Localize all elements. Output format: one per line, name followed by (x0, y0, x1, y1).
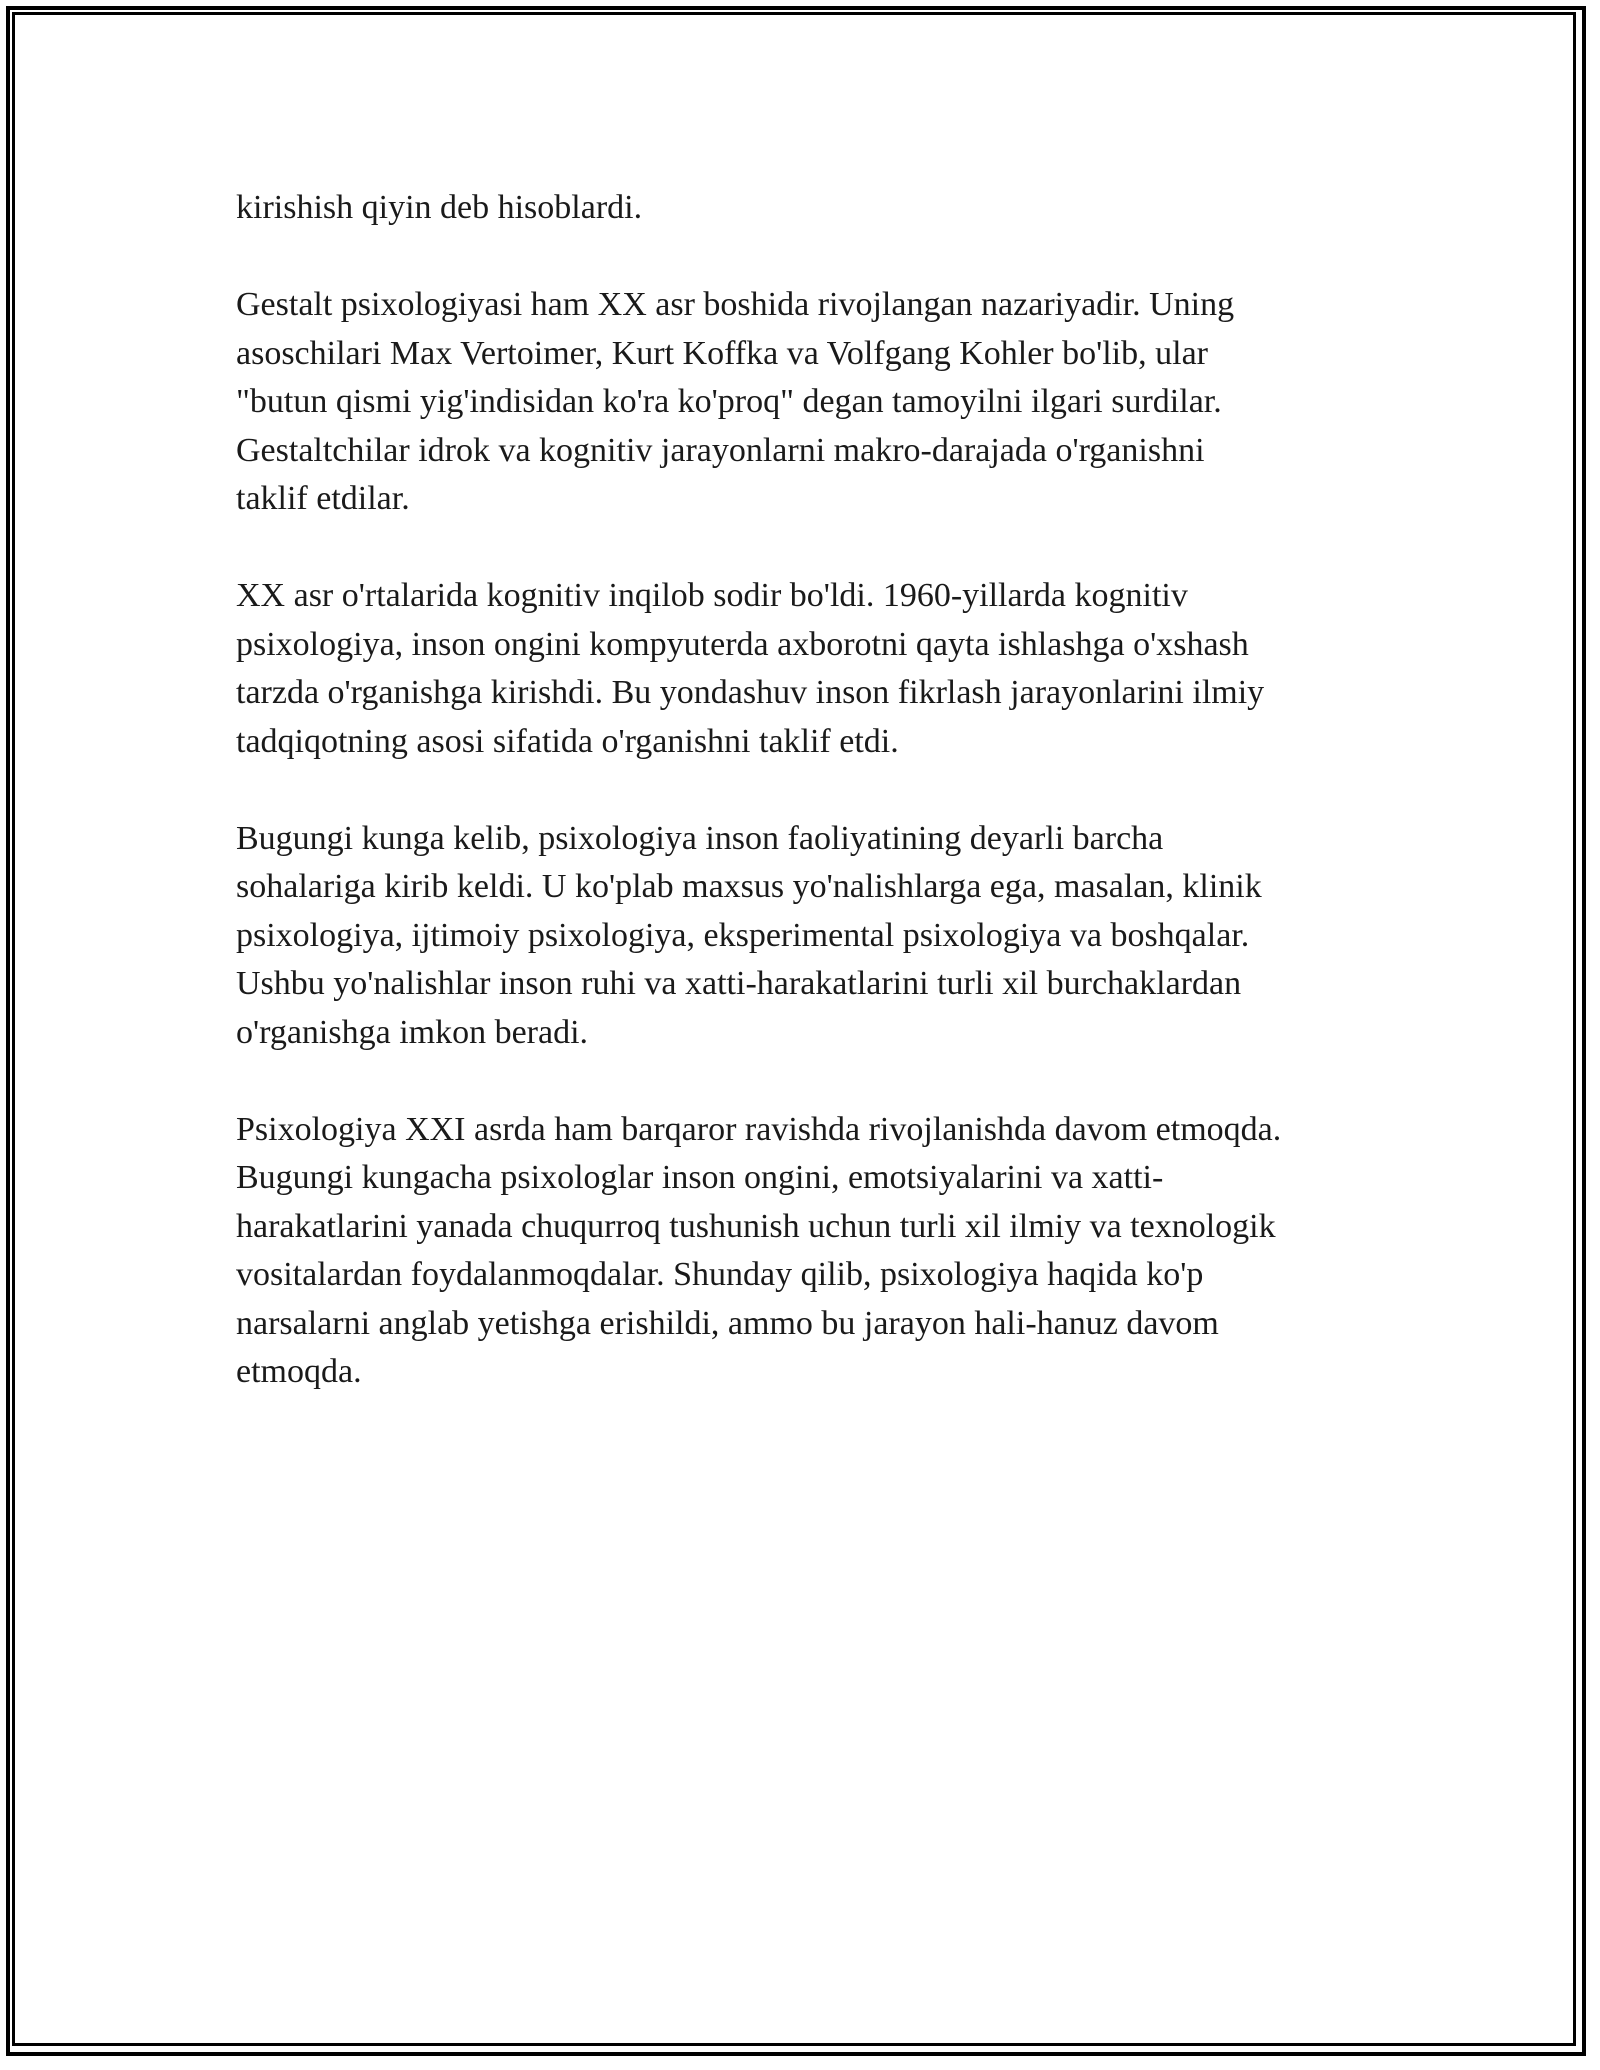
text-line: o'rganishga imkon beradi. (236, 1013, 589, 1051)
text-line: Gestaltchilar idrok va kognitiv jarayonlarni makro-darajada o'rganishni (236, 431, 1205, 469)
paragraph-3 (236, 572, 1396, 766)
text-line: asoschilari Max Vertoimer, Kurt Koffka va Volfgang Kohler bo'lib, ular (236, 334, 1208, 372)
text-line: tadqiqotning asosi sifatida o'rganishni taklif etdi. (236, 722, 899, 760)
text-line: Bugungi kunga kelib, psixologiya inson faoliyatining deyarli barcha (236, 819, 1164, 857)
text-line: taklif etdilar. (236, 480, 410, 517)
text-line: kirishish qiyin deb hisoblardi. (236, 189, 643, 226)
text-line: "butun qismi yig'indisidan ko'ra ko'proq" degan tamoyilni ilgari surdilar. (236, 383, 1222, 420)
text-line: etmoqda. (236, 1353, 362, 1390)
text-line: psixologiya, inson ongini kompyuterda axborotni qayta ishlashga o'xshash (236, 625, 1249, 663)
text-line: vositalardan foydalanmoqdalar. Shunday qilib, psixologiya haqida ko'p (236, 1256, 1204, 1293)
text-line: Bugungi kungacha psixologlar inson ongini, emotsiyalarini va xatti- (236, 1159, 1164, 1196)
text-line: tarzda o'rganishga kirishdi. Bu yondashuv inson fikrlash jarayonlarini ilmiy (236, 674, 1265, 711)
text-line: Psixologiya XXI asrda ham barqaror ravishda rivojlanishda davom etmoqda. (236, 1110, 1282, 1148)
paragraph-4 (236, 815, 1396, 1058)
text-line: sohalariga kirib keldi. U ko'plab maxsus yo'nalishlarga ega, masalan, klinik (236, 868, 1262, 905)
text-line: Gestalt psixologiyasi ham XX asr boshida rivojlangan nazariyadir. Uning (236, 286, 1235, 323)
paragraph-2 (236, 281, 1396, 524)
paragraph-1 (236, 184, 1396, 233)
text-line: psixologiya, ijtimoiy psixologiya, eksperimental psixologiya va boshqalar. (236, 916, 1250, 954)
text-line: XX asr o'rtalarida kognitiv inqilob sodir bo'ldi. 1960-yillarda kognitiv (236, 577, 1188, 614)
text-line: Ushbu yo'nalishlar inson ruhi va xatti-harakatlarini turli xil burchaklardan (236, 965, 1242, 1002)
paragraph-5 (236, 1106, 1396, 1397)
text-line: narsalarni anglab yetishga erishildi, ammo bu jarayon hali-hanuz davom (236, 1304, 1219, 1342)
text-line: harakatlarini yanada chuqurroq tushunish uchun turli xil ilmiy va texnologik (236, 1207, 1276, 1245)
document-body (236, 184, 1396, 1445)
